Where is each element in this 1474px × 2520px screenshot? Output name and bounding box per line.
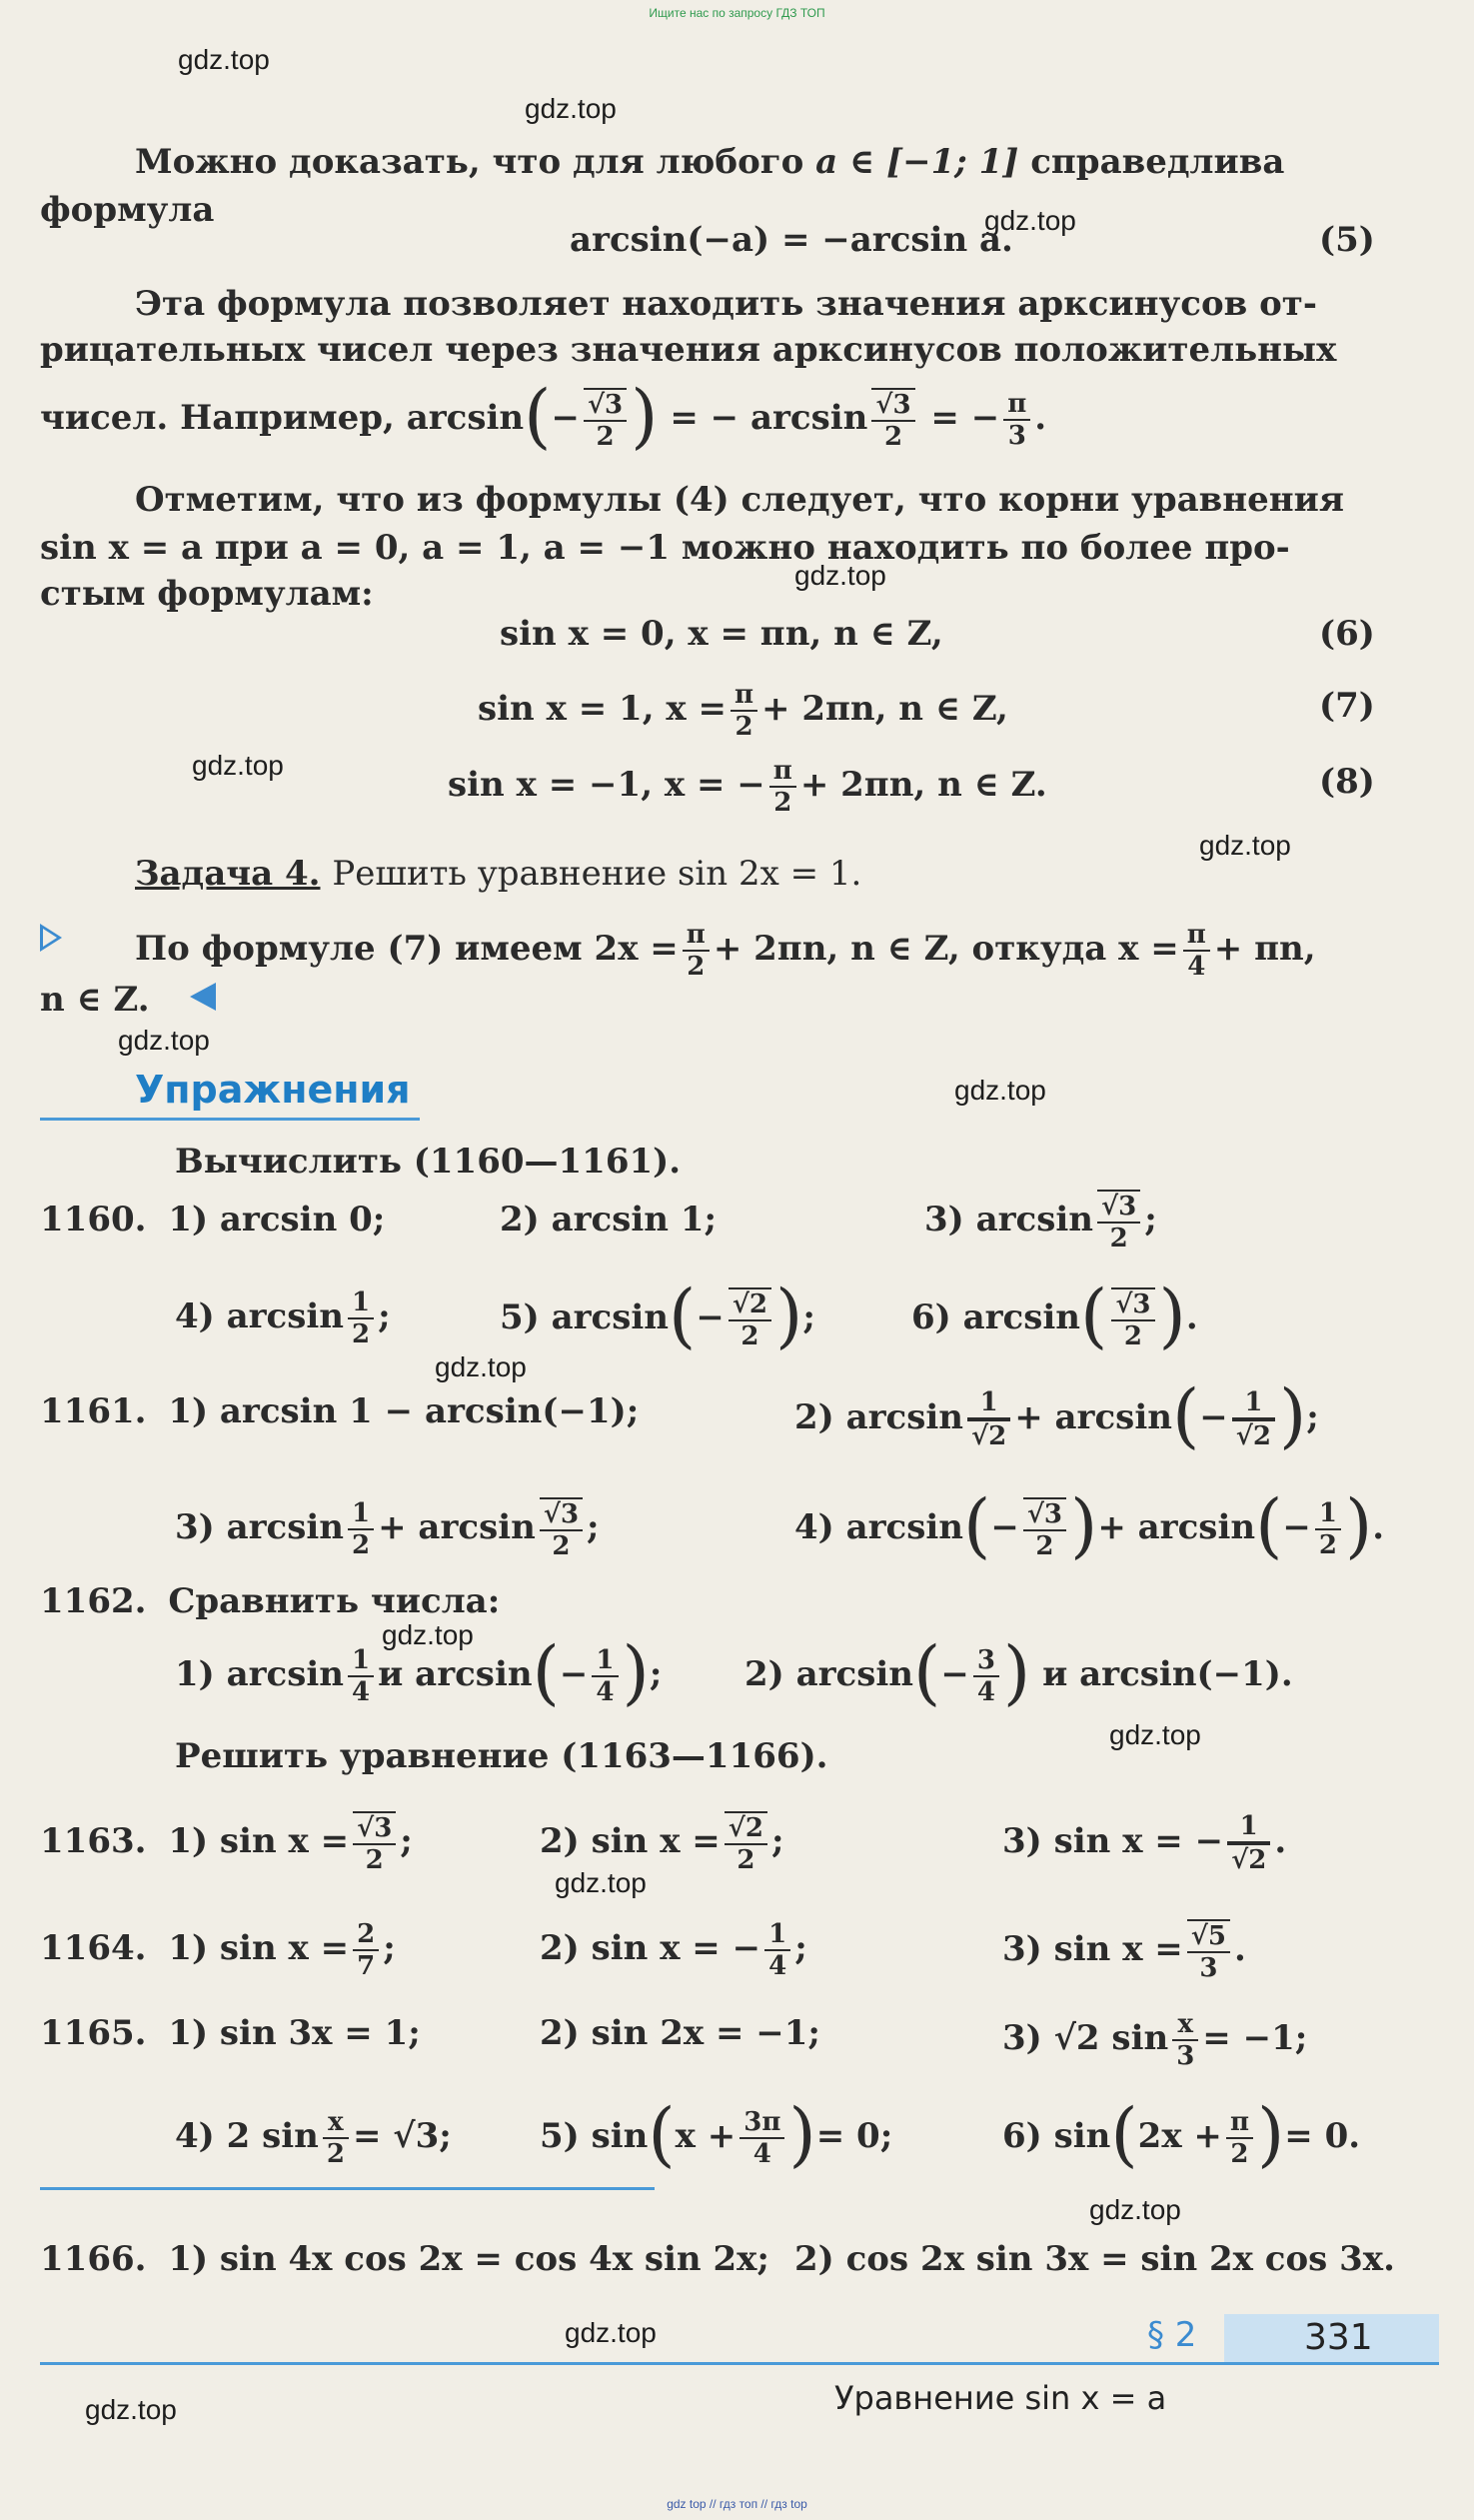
page-number: 331 — [1304, 2317, 1373, 2358]
watermark: gdz.top — [525, 93, 617, 124]
formula-6: sin x = 0, x = πn, n ∈ Z, — [500, 614, 943, 654]
formula-5: arcsin(−a) = −arcsin a. — [570, 220, 1013, 260]
paragraph-line: Эта формула позволяет находить значения арксинусов от- — [135, 284, 1317, 324]
watermark: gdz.top — [555, 1867, 647, 1898]
watermark: gdz.top — [1109, 1719, 1201, 1750]
solution-line: По формуле (7) имеем 2x = $\frac{\pi}{2}$ + 2πn, n ∈ Z, откуда x = $\frac{\pi}{4}$ + πn, — [135, 920, 1316, 982]
section-instruction: Вычислить (1160—1161). — [175, 1142, 682, 1182]
exercise-1161-row1: 1161. 1) arcsin 1 − arcsin(−1); — [40, 1391, 640, 1431]
exercise-1165-row1: 1165. 1) sin 3x = 1; — [40, 2013, 421, 2053]
watermark: gdz.top — [1089, 2194, 1181, 2225]
formula-number: (7) — [1319, 686, 1375, 726]
paragraph-line: Можно доказать, что для любого a ∈ [−1; 1] справедлива — [135, 142, 1285, 182]
section-instruction: Решить уравнение (1163—1166). — [175, 1736, 828, 1776]
watermark: gdz.top — [565, 2317, 657, 2348]
exercise-item: 2) sin x = $\frac{√2}{2}$ ; — [540, 1813, 784, 1875]
watermark: gdz.top — [178, 44, 270, 75]
exercise-item: 2) sin x = − $\frac{1}{4}$ ; — [540, 1919, 807, 1981]
solution-end-icon — [190, 983, 216, 1011]
paragraph-line: sin x = a при a = 0, a = 1, a = −1 можно находить по более про- — [40, 528, 1290, 568]
exercise-item: 2) sin 2x = −1; — [540, 2013, 820, 2053]
formula-7: sin x = 1, x = $\frac{\pi}{2}$ + 2πn, n ∈ Z, — [478, 680, 1008, 742]
exercise-item: 3) arcsin $\frac{1}{2}$ + arcsin $\frac{√3}{2}$ ; — [175, 1498, 600, 1561]
running-footer: Уравнение sin x = a — [834, 2379, 1167, 2417]
formula-8: sin x = −1, x = − $\frac{\pi}{2}$ + 2πn, n ∈ Z. — [448, 756, 1047, 818]
formula-number: (5) — [1319, 220, 1375, 260]
exercise-1160-row1: 1160. 1) arcsin 0; — [40, 1200, 386, 1240]
exercises-heading: Упражнения — [135, 1068, 411, 1112]
footer-rule — [40, 2362, 1439, 2365]
paragraph-line: рицательных чисел через значения арксинусов положительных — [40, 330, 1337, 370]
bottom-watermark-note: gdz top // гдз топ // гдз top — [667, 2497, 807, 2511]
watermark: gdz.top — [1199, 830, 1291, 861]
solution-start-icon — [40, 924, 62, 952]
exercise-1166-row: 1166. 1) sin 4x cos 2x = cos 4x sin 2x; — [40, 2239, 769, 2279]
exercise-item: 3) √2 sin $\frac{x}{3}$ = −1; — [1002, 2009, 1308, 2071]
exercise-item: 4) arcsin(− $\frac{√3}{2}$ )+ arcsin(− $\frac{1}{2}$ ). — [794, 1484, 1385, 1566]
exercise-item: 5) sin(x + $\frac{3\pi}{4}$ )= 0; — [540, 2093, 893, 2175]
exercise-item: 2) cos 2x sin 3x = sin 2x cos 3x. — [794, 2239, 1395, 2279]
formula-number: (8) — [1319, 762, 1375, 802]
exercise-item: 6) sin(2x + $\frac{\pi}{2}$ )= 0. — [1002, 2093, 1361, 2175]
watermark: gdz.top — [954, 1075, 1046, 1106]
exercise-1164-row: 1164. 1) sin x = $\frac{2}{7}$ ; — [40, 1919, 396, 1981]
heading-rule — [40, 1118, 420, 1121]
watermark: gdz.top — [382, 1619, 474, 1650]
paragraph-line: стым формулам: — [40, 574, 374, 614]
exercise-item: 1) arcsin $\frac{1}{4}$ и arcsin(− $\frac{1}{4}$ ); — [175, 1631, 663, 1713]
paragraph-line: Отметим, что из формулы (4) следует, что корни уравнения — [135, 480, 1344, 520]
divider — [40, 2187, 655, 2190]
section-tag: § 2 — [1147, 2315, 1197, 2355]
exercise-item: 4) arcsin $\frac{1}{2}$ ; — [175, 1287, 391, 1349]
exercise-item: 5) arcsin(− $\frac{√2}{2}$ ); — [500, 1274, 815, 1356]
exercise-item: 2) arcsin 1; — [500, 1200, 718, 1240]
task-4: Задача 4. Решить уравнение sin 2x = 1. — [135, 854, 862, 894]
watermark: gdz.top — [118, 1025, 210, 1056]
watermark: gdz.top — [85, 2394, 177, 2425]
exercise-item: 3) sin x = − $\frac{1}{√2}$ . — [1002, 1811, 1287, 1875]
solution-line: n ∈ Z. — [40, 980, 150, 1020]
watermark: gdz.top — [794, 560, 886, 591]
exercise-item: 2) arcsin $\frac{1}{√2}$ + arcsin(− $\frac{1}{√2}$ ); — [794, 1374, 1319, 1456]
exercise-item: 3) sin x = $\frac{√5}{3}$ . — [1002, 1921, 1246, 1983]
paragraph-line: формула — [40, 190, 215, 230]
watermark: gdz.top — [984, 205, 1076, 236]
paragraph-line: чисел. Например, arcsin(− $\frac{√3}{2}$ ) = − arcsin $\frac{√3}{2}$ = − $\frac{\pi}{3}$ . — [40, 375, 1047, 457]
exercise-1162-title: 1162. Сравнить числа: — [40, 1581, 501, 1621]
exercise-item: 3) arcsin $\frac{√3}{2}$ ; — [924, 1192, 1157, 1254]
watermark: gdz.top — [192, 750, 284, 781]
formula-number: (6) — [1319, 614, 1375, 654]
exercise-item: 6) arcsin( $\frac{√3}{2}$ ). — [911, 1274, 1198, 1356]
exercise-item: 4) 2 sin $\frac{x}{2}$ = √3; — [175, 2107, 452, 2169]
exercise-1163-row: 1163. 1) sin x = $\frac{√3}{2}$ ; — [40, 1813, 413, 1875]
exercise-item: 2) arcsin(− $\frac{3}{4}$ ) и arcsin(−1). — [744, 1631, 1293, 1713]
top-watermark-note: Ищите нас по запросу ГДЗ ТОП — [649, 6, 825, 20]
watermark: gdz.top — [435, 1351, 527, 1382]
